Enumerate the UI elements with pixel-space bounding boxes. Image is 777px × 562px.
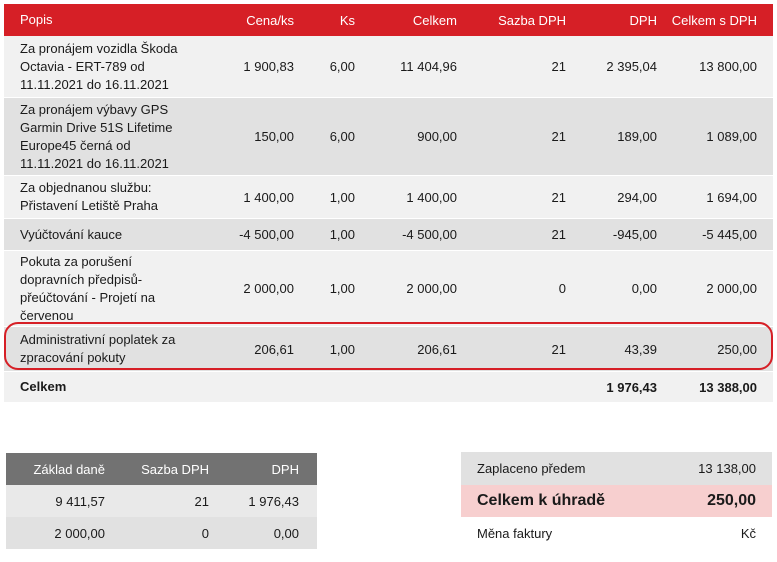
table-header — [4, 4, 773, 36]
table-row — [4, 98, 773, 176]
row-dph: 43,39 — [624, 341, 657, 357]
row-celkem: 2 000,00 — [406, 281, 457, 296]
row-ks: 1,00 — [329, 341, 355, 357]
payment-summary — [461, 452, 772, 549]
due-label: Celkem k úhradě — [477, 492, 606, 509]
row-cena: 2 000,00 — [243, 281, 294, 296]
row-description: Administrativní poplatek za zpracování pokuty — [20, 332, 176, 365]
paid-value: 13 138,00 — [698, 461, 756, 476]
vat-header — [6, 453, 317, 485]
table-row — [4, 36, 773, 98]
vat-header-zaklad: Základ daně — [33, 461, 105, 477]
row-sazba: 21 — [551, 189, 566, 205]
paid-label: Zaplaceno předem — [477, 461, 586, 476]
row-celkem-dph: 250,00 — [717, 341, 757, 357]
row-sazba: 0 — [558, 281, 566, 296]
row-description: Pokuta za porušení dopravních předpisů- přeúčtování - Projetí na červenou — [20, 253, 156, 323]
row-dph: 294,00 — [617, 189, 657, 205]
total-celkem-dph: 13 388,00 — [699, 379, 757, 395]
row-celkem-dph: -5 445,00 — [702, 227, 757, 242]
row-ks: 1,00 — [329, 281, 355, 296]
row-celkem: 900,00 — [417, 129, 457, 144]
row-ks: 6,00 — [329, 129, 355, 144]
amount-due-row — [461, 485, 772, 517]
row-cena: 150,00 — [254, 129, 294, 144]
currency-value: Kč — [740, 525, 756, 541]
table-row — [4, 176, 773, 219]
row-dph: 2 395,04 — [606, 59, 657, 74]
currency-row — [461, 517, 772, 549]
row-dph: 189,00 — [617, 129, 657, 144]
row-sazba: 21 — [551, 227, 566, 242]
row-description: Za objednanou službu: Přistavení Letiště Praha — [20, 180, 159, 213]
vat-row: 2 000,00 0 0,00 — [6, 517, 317, 549]
row-dph: 0,00 — [631, 281, 657, 296]
header-celkem-dph: Celkem s DPH — [671, 12, 757, 28]
row-ks: 1,00 — [329, 189, 355, 205]
row-celkem-dph: 1 694,00 — [706, 189, 757, 205]
row-cena: 1 400,00 — [243, 189, 294, 205]
row-celkem: -4 500,00 — [402, 227, 457, 242]
table-row-highlighted — [4, 327, 773, 372]
table-row — [4, 251, 773, 327]
row-celkem: 206,61 — [417, 341, 457, 357]
header-sazba: Sazba DPH — [498, 12, 566, 28]
row-celkem: 11 404,96 — [400, 59, 457, 74]
header-celkem: Celkem — [412, 12, 457, 28]
header-popis: Popis — [20, 12, 53, 27]
vat-summary-table — [6, 453, 317, 549]
due-value: 250,00 — [707, 492, 756, 509]
row-celkem: 1 400,00 — [406, 189, 457, 205]
row-description: Za pronájem výbavy GPS Garmin Drive 51S Lifetime Europe45 černá od 11.11.2021 do 16.11.2021 — [20, 101, 173, 171]
total-label: Celkem — [20, 379, 67, 394]
invoice-items-table — [4, 4, 773, 402]
row-sazba: 21 — [551, 341, 566, 357]
header-dph: DPH — [629, 12, 657, 28]
row-dph: -945,00 — [612, 227, 657, 242]
row-cena: -4 500,00 — [239, 227, 294, 242]
vat-header-dph: DPH — [271, 461, 299, 477]
vat-header-sazba: Sazba DPH — [141, 461, 209, 477]
header-ks: Ks — [339, 12, 355, 28]
currency-label: Měna faktury — [477, 525, 553, 541]
row-description: Vyúčtování kauce — [20, 226, 123, 242]
paid-in-advance-row — [461, 452, 772, 485]
row-sazba: 21 — [551, 59, 566, 74]
row-description: Za pronájem vozidla Škoda Octavia - ERT-789 od 11.11.2021 do 16.11.2021 — [20, 40, 178, 92]
header-cena: Cena/ks — [246, 12, 294, 28]
row-celkem-dph: 2 000,00 — [706, 281, 757, 296]
row-cena: 1 900,83 — [243, 59, 294, 74]
row-celkem-dph: 1 089,00 — [706, 129, 757, 144]
row-ks: 6,00 — [329, 59, 355, 74]
vat-row: 9 411,57 21 1 976,43 — [6, 485, 317, 517]
row-ks: 1,00 — [329, 227, 355, 242]
row-cena: 206,61 — [254, 341, 294, 357]
row-celkem-dph: 13 800,00 — [699, 59, 757, 74]
row-sazba: 21 — [551, 129, 566, 144]
table-total-row — [4, 372, 773, 402]
table-row — [4, 219, 773, 251]
total-dph: 1 976,43 — [606, 379, 657, 395]
